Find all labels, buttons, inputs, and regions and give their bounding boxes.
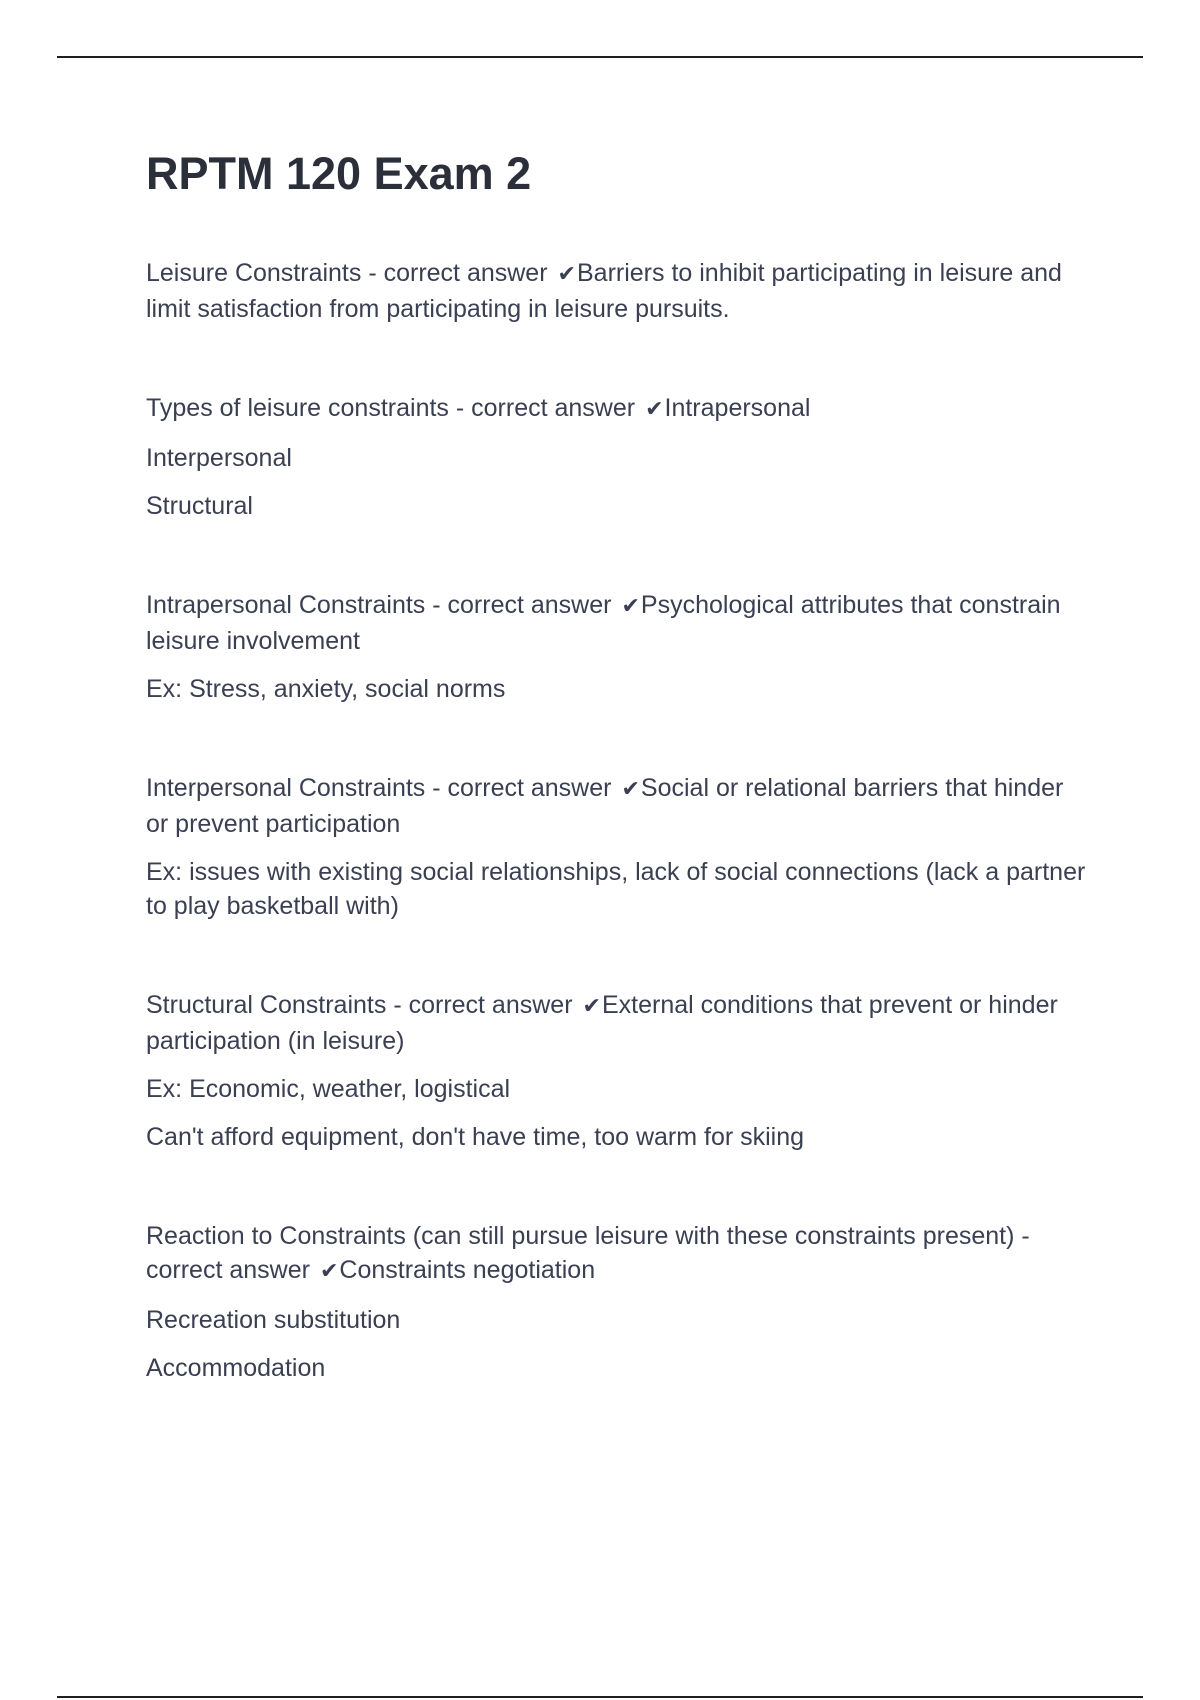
entry-reaction-to-constraints xyxy=(146,1219,1086,1385)
entry-main-line xyxy=(146,256,1086,326)
entry-definition: Social or relational barriers that hinder or prevent participation xyxy=(146,774,1064,838)
entry-main-line xyxy=(146,1219,1086,1289)
entry-extra-line: Can't afford equipment, don't have time, too warm for skiing xyxy=(146,1123,805,1151)
entry-term: Structural Constraints - correct answer xyxy=(146,991,573,1019)
page-content xyxy=(146,140,1086,1385)
page-title: RPTM 120 Exam 2 xyxy=(146,148,532,199)
entry-leisure-constraints xyxy=(146,256,1086,326)
entry-definition: Barriers to inhibit participating in leisure and limit satisfaction from participating in leisure pursuits. xyxy=(146,259,1062,323)
entry-main-line xyxy=(146,771,1086,841)
entry-list xyxy=(146,256,1086,1385)
entry-term: Interpersonal Constraints - correct answer xyxy=(146,774,612,802)
entry-term: Intrapersonal Constraints - correct answer xyxy=(146,591,612,619)
entry-interpersonal-constraints xyxy=(146,771,1086,923)
entry-extra-line: Recreation substitution xyxy=(146,1306,401,1334)
entry-definition: Constraints negotiation xyxy=(339,1256,596,1284)
entry-intrapersonal-constraints xyxy=(146,588,1086,706)
check-icon: ✔ xyxy=(582,994,601,1019)
check-icon: ✔ xyxy=(645,397,664,422)
entry-main-line xyxy=(146,588,1086,658)
check-icon: ✔ xyxy=(621,777,640,802)
entry-term: Leisure Constraints - correct answer xyxy=(146,259,548,287)
entry-term: Reaction to Constraints (can still pursue leisure with these constraints present) - correct answer xyxy=(146,1222,1030,1284)
entry-main-line xyxy=(146,391,1086,427)
entry-extra-line: Ex: issues with existing social relationships, lack of social connections (lack a partner to play basketball with) xyxy=(146,858,1086,920)
check-icon: ✔ xyxy=(621,594,640,619)
entry-definition: Intrapersonal xyxy=(664,394,811,422)
entry-term: Types of leisure constraints - correct answer xyxy=(146,394,636,422)
top-divider xyxy=(57,56,1143,58)
entry-extra-line: Structural xyxy=(146,492,253,520)
entry-extra-line: Ex: Stress, anxiety, social norms xyxy=(146,675,506,703)
bottom-divider xyxy=(57,1696,1143,1698)
entry-extra-line: Accommodation xyxy=(146,1354,326,1382)
entry-definition: Psychological attributes that constrain leisure involvement xyxy=(146,591,1061,655)
entry-structural-constraints xyxy=(146,988,1086,1154)
check-icon: ✔ xyxy=(557,262,576,287)
entry-extra-line: Ex: Economic, weather, logistical xyxy=(146,1075,511,1103)
entry-definition: External conditions that prevent or hinder participation (in leisure) xyxy=(146,991,1058,1055)
entry-main-line xyxy=(146,988,1086,1058)
entry-types-of-leisure-constraints xyxy=(146,391,1086,523)
check-icon: ✔ xyxy=(319,1259,339,1284)
entry-extra-line: Interpersonal xyxy=(146,444,292,472)
